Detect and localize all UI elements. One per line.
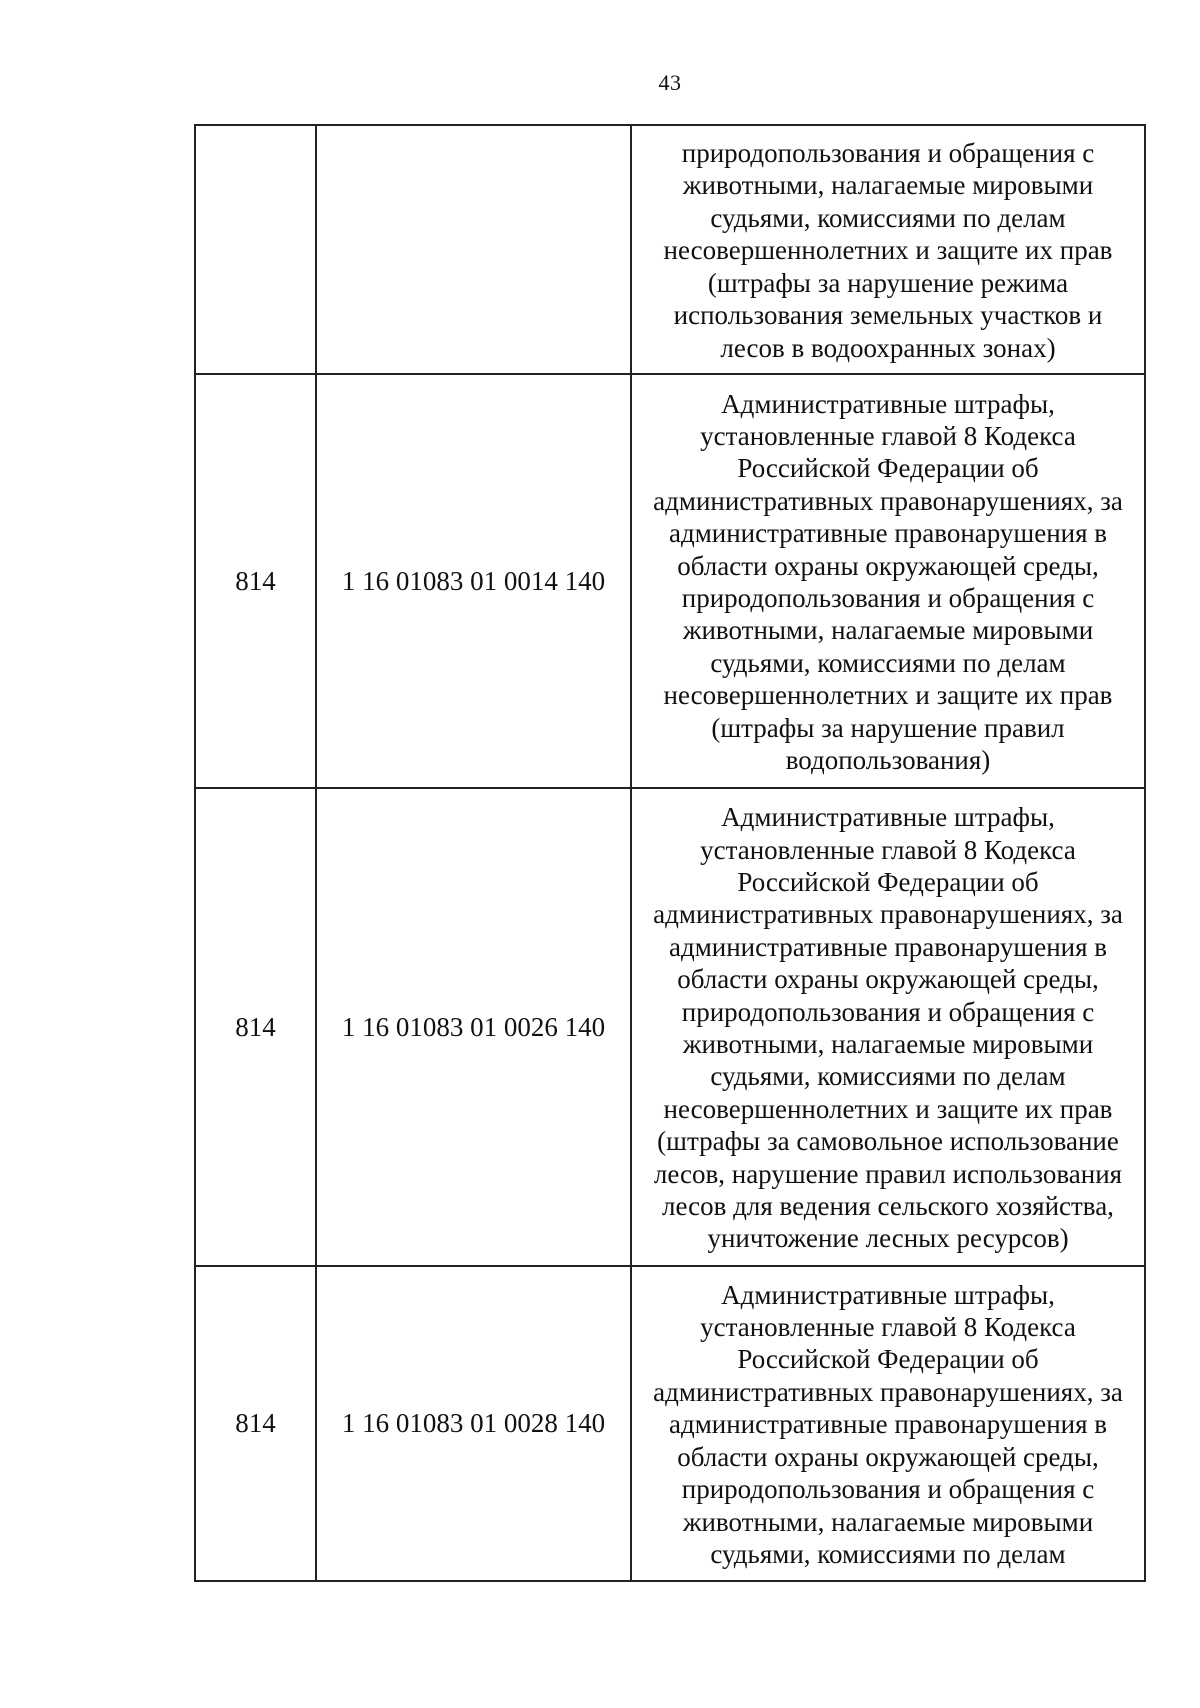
- description-line: административные правонарушения в: [668, 518, 1108, 549]
- description-line: несовершеннолетних и защите их прав: [663, 680, 1113, 711]
- kbk-code-cell: [316, 125, 631, 374]
- description-line: лесов для ведения сельского хозяйства,: [662, 1191, 1114, 1222]
- description-line: уничтожение лесных ресурсов): [707, 1223, 1069, 1254]
- description-cell: [631, 788, 1145, 1266]
- description-line: природопользования и обращения с: [681, 138, 1095, 169]
- description-cell: [631, 125, 1145, 374]
- kbk-code-cell: 1 16 01083 01 0026 140: [316, 788, 631, 1266]
- page-number: 43: [658, 70, 682, 95]
- description-line: установленные главой 8 Кодекса: [700, 834, 1076, 865]
- description-line: административных правонарушениях, за: [653, 485, 1123, 516]
- description-line: административные правонарушения в: [668, 1409, 1108, 1440]
- admin-code-cell: 814: [195, 788, 316, 1266]
- revenue-codes-table: [194, 124, 1146, 1582]
- description-line: лесов в водоохранных зонах): [720, 332, 1056, 363]
- description-line: (штрафы за нарушение режима: [707, 267, 1069, 298]
- description-line: административных правонарушениях, за: [653, 1376, 1123, 1407]
- description-line: административные правонарушения в: [668, 931, 1108, 962]
- description-line: Российской Федерации об: [737, 453, 1039, 484]
- table-row: [195, 788, 1145, 1266]
- admin-code-cell: 814: [195, 374, 316, 788]
- description-line: установленные главой 8 Кодекса: [700, 420, 1076, 451]
- kbk-code-cell: 1 16 01083 01 0028 140: [316, 1266, 631, 1581]
- table-row: [195, 1266, 1145, 1581]
- description-line: несовершеннолетних и защите их прав: [663, 1093, 1113, 1124]
- description-line: (штрафы за нарушение правил: [711, 712, 1065, 743]
- description-line: водопользования): [785, 745, 991, 776]
- description-line: Российской Федерации об: [737, 1344, 1039, 1375]
- description-line: Российской Федерации об: [737, 866, 1039, 897]
- description-line: (штрафы за самовольное использование: [657, 1126, 1119, 1157]
- description-line: Административные штрафы,: [721, 1279, 1055, 1310]
- description-line: несовершеннолетних и защите их прав: [663, 235, 1113, 266]
- description-line: судьями, комиссиями по делам: [710, 1538, 1066, 1569]
- admin-code-cell: 814: [195, 1266, 316, 1581]
- table-row: [195, 374, 1145, 788]
- description-line: установленные главой 8 Кодекса: [700, 1312, 1076, 1343]
- description-line: области охраны окружающей среды,: [677, 964, 1099, 995]
- description-line: судьями, комиссиями по делам: [710, 647, 1066, 678]
- description-line: животными, налагаемые мировыми: [682, 1506, 1094, 1537]
- description-line: лесов, нарушение правил использования: [653, 1158, 1123, 1189]
- description-cell: [631, 1266, 1145, 1581]
- description-line: природопользования и обращения с: [681, 996, 1095, 1027]
- admin-code-cell: [195, 125, 316, 374]
- table-body: [195, 125, 1145, 1581]
- description-line: природопользования и обращения с: [681, 1474, 1095, 1505]
- description-line: животными, налагаемые мировыми: [682, 170, 1094, 201]
- description-line: области охраны окружающей среды,: [677, 550, 1099, 581]
- description-line: судьями, комиссиями по делам: [710, 1061, 1066, 1092]
- description-line: административных правонарушениях, за: [653, 899, 1123, 930]
- kbk-code-cell: 1 16 01083 01 0014 140: [316, 374, 631, 788]
- description-line: судьями, комиссиями по делам: [710, 202, 1066, 233]
- description-line: Административные штрафы,: [721, 388, 1055, 419]
- description-cell: [631, 374, 1145, 788]
- description-line: области охраны окружающей среды,: [677, 1441, 1099, 1472]
- description-line: использования земельных участков и: [673, 300, 1103, 331]
- table-row: [195, 125, 1145, 374]
- description-line: природопользования и обращения с: [681, 583, 1095, 613]
- description-line: Административные штрафы,: [721, 802, 1055, 833]
- description-line: животными, налагаемые мировыми: [682, 615, 1094, 646]
- description-line: животными, налагаемые мировыми: [682, 1029, 1094, 1059]
